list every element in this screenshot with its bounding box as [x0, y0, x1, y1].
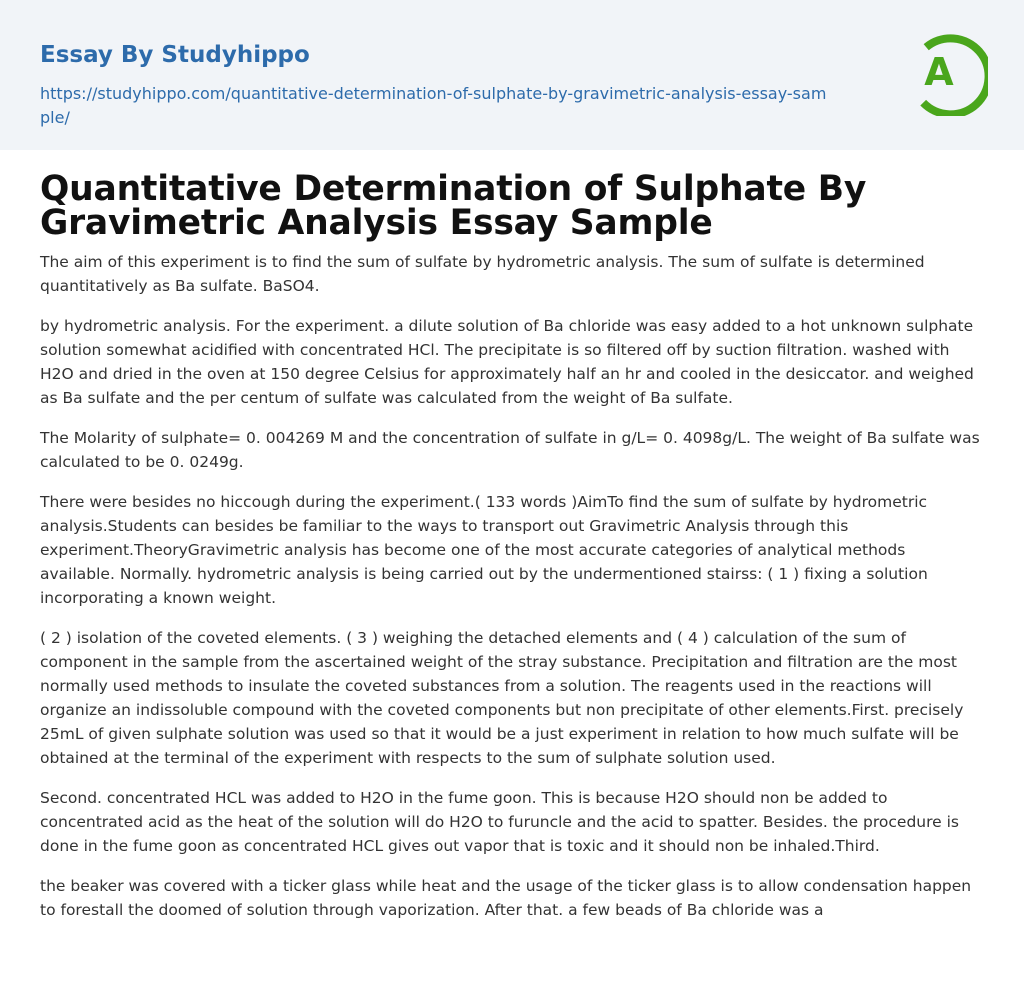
article-content	[0, 169, 1024, 922]
article-paragraph: the beaker was covered with a ticker glass while heat and the usage of the ticker glass is to allow condensation happen to forestall the doomed of solution through vaporization. After that. a few beads of Ba chloride was a	[40, 877, 972, 919]
logo-letter: A	[924, 50, 954, 94]
site-brand[interactable]: Essay By Studyhippo	[40, 42, 310, 68]
studyhippo-logo-icon[interactable]	[908, 28, 988, 116]
essay-url-link[interactable]: https://studyhippo.com/quantitative-determination-of-sulphate-by-gravimetric-analysis-essay-sample/	[40, 84, 827, 127]
article-paragraph: The aim of this experiment is to find the sum of sulfate by hydrometric analysis. The sum of sulfate is determined quantitatively as Ba sulfate. BaSO4.	[40, 253, 925, 295]
site-header	[0, 0, 1024, 150]
article-paragraph: Second. concentrated HCL was added to H2O in the fume goon. This is because H2O should non be added to concentrated acid as the heat of the solution will do H2O to furuncle and the acid to spatter. Besides. the procedure is done in the fume goon as concentrated HCL gives out vapor that is toxic and it should non be inhaled.Third.	[40, 789, 960, 855]
article-paragraph: There were besides no hiccough during the experiment.( 133 words )AimTo find the sum of sulfate by hydrometric analysis.Students can besides be familiar to the ways to transport out Gravimetric Analysis through this experiment.TheoryGravimetric analysis has become one of the most accurate categories of analytical methods available. Normally. hydrometric analysis is being carried out by the undermentioned stairss: ( 1 ) fixing a solution incorporating a known weight.	[40, 493, 928, 607]
article-paragraph: The Molarity of sulphate= 0. 004269 M and the concentration of sulfate in g/L= 0. 4098g/L. The weight of Ba sulfate was calculated to be 0. 0249g.	[40, 429, 980, 471]
page-title: Quantitative Determination of Sulphate By Gravimetric Analysis Essay Sample	[40, 169, 867, 243]
article-paragraph: by hydrometric analysis. For the experiment. a dilute solution of Ba chloride was easy added to a hot unknown sulphate solution somewhat acidified with concentrated HCl. The precipitate is so filtered off by suction filtration. washed with H2O and dried in the oven at 150 degree Celsius for approximately half an hr and cooled in the desiccator. and weighed as Ba sulfate and the per centum of sulfate was calculated from the weight of Ba sulfate.	[40, 317, 974, 407]
article-paragraph: ( 2 ) isolation of the coveted elements. ( 3 ) weighing the detached elements and ( 4 ) calculation of the sum of component in the sample from the ascertained weight of the stray substance. Precipitation and filtration are the most normally used methods to insulate the coveted substances from a solution. The reagents used in the reactions will organize an indissoluble compound with the coveted components but non precipitate of other elements.First. precisely 25mL of given sulphate solution was used so that it would be a just experiment in relation to how much sulfate will be obtained at the terminal of the experiment with respects to the sum of sulphate solution used.	[40, 629, 964, 767]
